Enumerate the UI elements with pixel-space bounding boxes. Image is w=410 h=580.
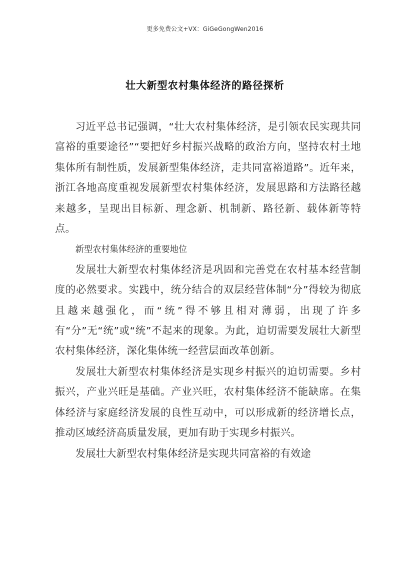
paragraph-rural-revitalization: 发展壮大新型农村集体经济是实现乡村振兴的迫切需要。乡村振兴，产业兴旺是基础。产业兴旺，农村集体经济不能缺席。在集体经济与家庭经济发展的良性互动中，可以形成新的经济增长点，推动区域经济高质量发展，更加有助于实现乡村振兴。 [55,366,361,440]
paragraph-intro: 习近平总书记强调，“壮大农村集体经济，是引领农民实现共同富裕的重要途径”“要把好乡村振兴战略的政治方向，坚持农村土地集体所有制性质，发展新型集体经济，走共同富裕道路”。近年来，浙江各地高度重视发展新型农村集体经济，发展思路和方法路径越来越多，呈现出目标新、理念新、机制新、路径新、载体新等特点。 [55,122,361,236]
header-note: 更多免费公文+VX：GiGeGongWen2016 [146,26,264,33]
paragraph-basic-system: 发展壮大新型农村集体经济是巩固和完善党在农村基本经营制度的必然要求。实践中，统分结合的双层经营体制“分”得较为彻底且越来越强化，而“统”得不够且相对薄弱，出现了许多有“分”无“统”或“统”不起来的现象。为此，迫切需要发展壮大新型农村集体经济，深化集体统一经营层面改革创新。 [55,264,361,358]
document-title: 壮大新型农村集体经济的路径探析 [125,81,285,92]
paragraph-common-prosperity: 发展壮大新型农村集体经济是实现共同富裕的有效途 [75,448,311,460]
document-body [55,118,361,465]
section-heading: 新型农村集体经济的重要地位 [75,245,188,256]
